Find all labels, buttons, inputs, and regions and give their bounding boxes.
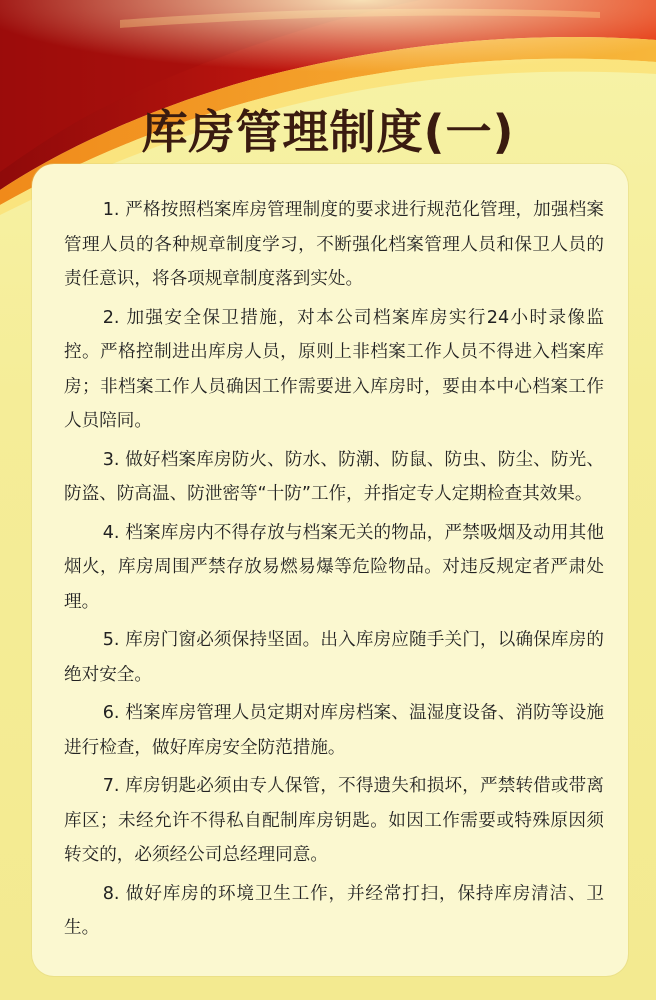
rule-item-6: 6. 档案库房管理人员定期对库房档案、温湿度设备、消防等设施进行检查，做好库房安全防范措施。 <box>64 703 604 758</box>
rule-item-2: 2. 加强安全保卫措施，对本公司档案库房实行24小时录像监控。严格控制进出库房人员，原则上非档案工作人员不得进入档案库房；非档案工作人员确因工作需要进入库房时，要由本中心档案工作人员陪同。 <box>64 307 604 431</box>
page-title: 库房管理制度(一) <box>141 105 515 159</box>
rule-item-5: 5. 库房门窗必须保持坚固。出入库房应随手关门，以确保库房的绝对安全。 <box>64 630 604 685</box>
rule-item-3: 3. 做好档案库房防火、防水、防潮、防鼠、防虫、防尘、防光、防盗、防高温、防泄密等“十防”工作，并指定专人定期检查其效果。 <box>64 449 604 504</box>
rules-list <box>64 193 604 950</box>
rule-item-7: 7. 库房钥匙必须由专人保管，不得遗失和损坏，严禁转借或带离库区；未经允许不得私自配制库房钥匙。如因工作需要或特殊原因须转交的，必须经公司总经理同意。 <box>64 776 604 865</box>
rule-item-1: 1. 严格按照档案库房管理制度的要求进行规范化管理，加强档案管理人员的各种规章制度学习，不断强化档案管理人员和保卫人员的责任意识，将各项规章制度落到实处。 <box>64 200 604 289</box>
rule-item-8: 8. 做好库房的环境卫生工作，并经常打扫，保持库房清洁、卫生。 <box>64 883 604 938</box>
rule-item-4: 4. 档案库房内不得存放与档案无关的物品，严禁吸烟及动用其他烟火，库房周围严禁存放易燃易爆等危险物品。对违反规定者严肃处理。 <box>64 522 604 612</box>
